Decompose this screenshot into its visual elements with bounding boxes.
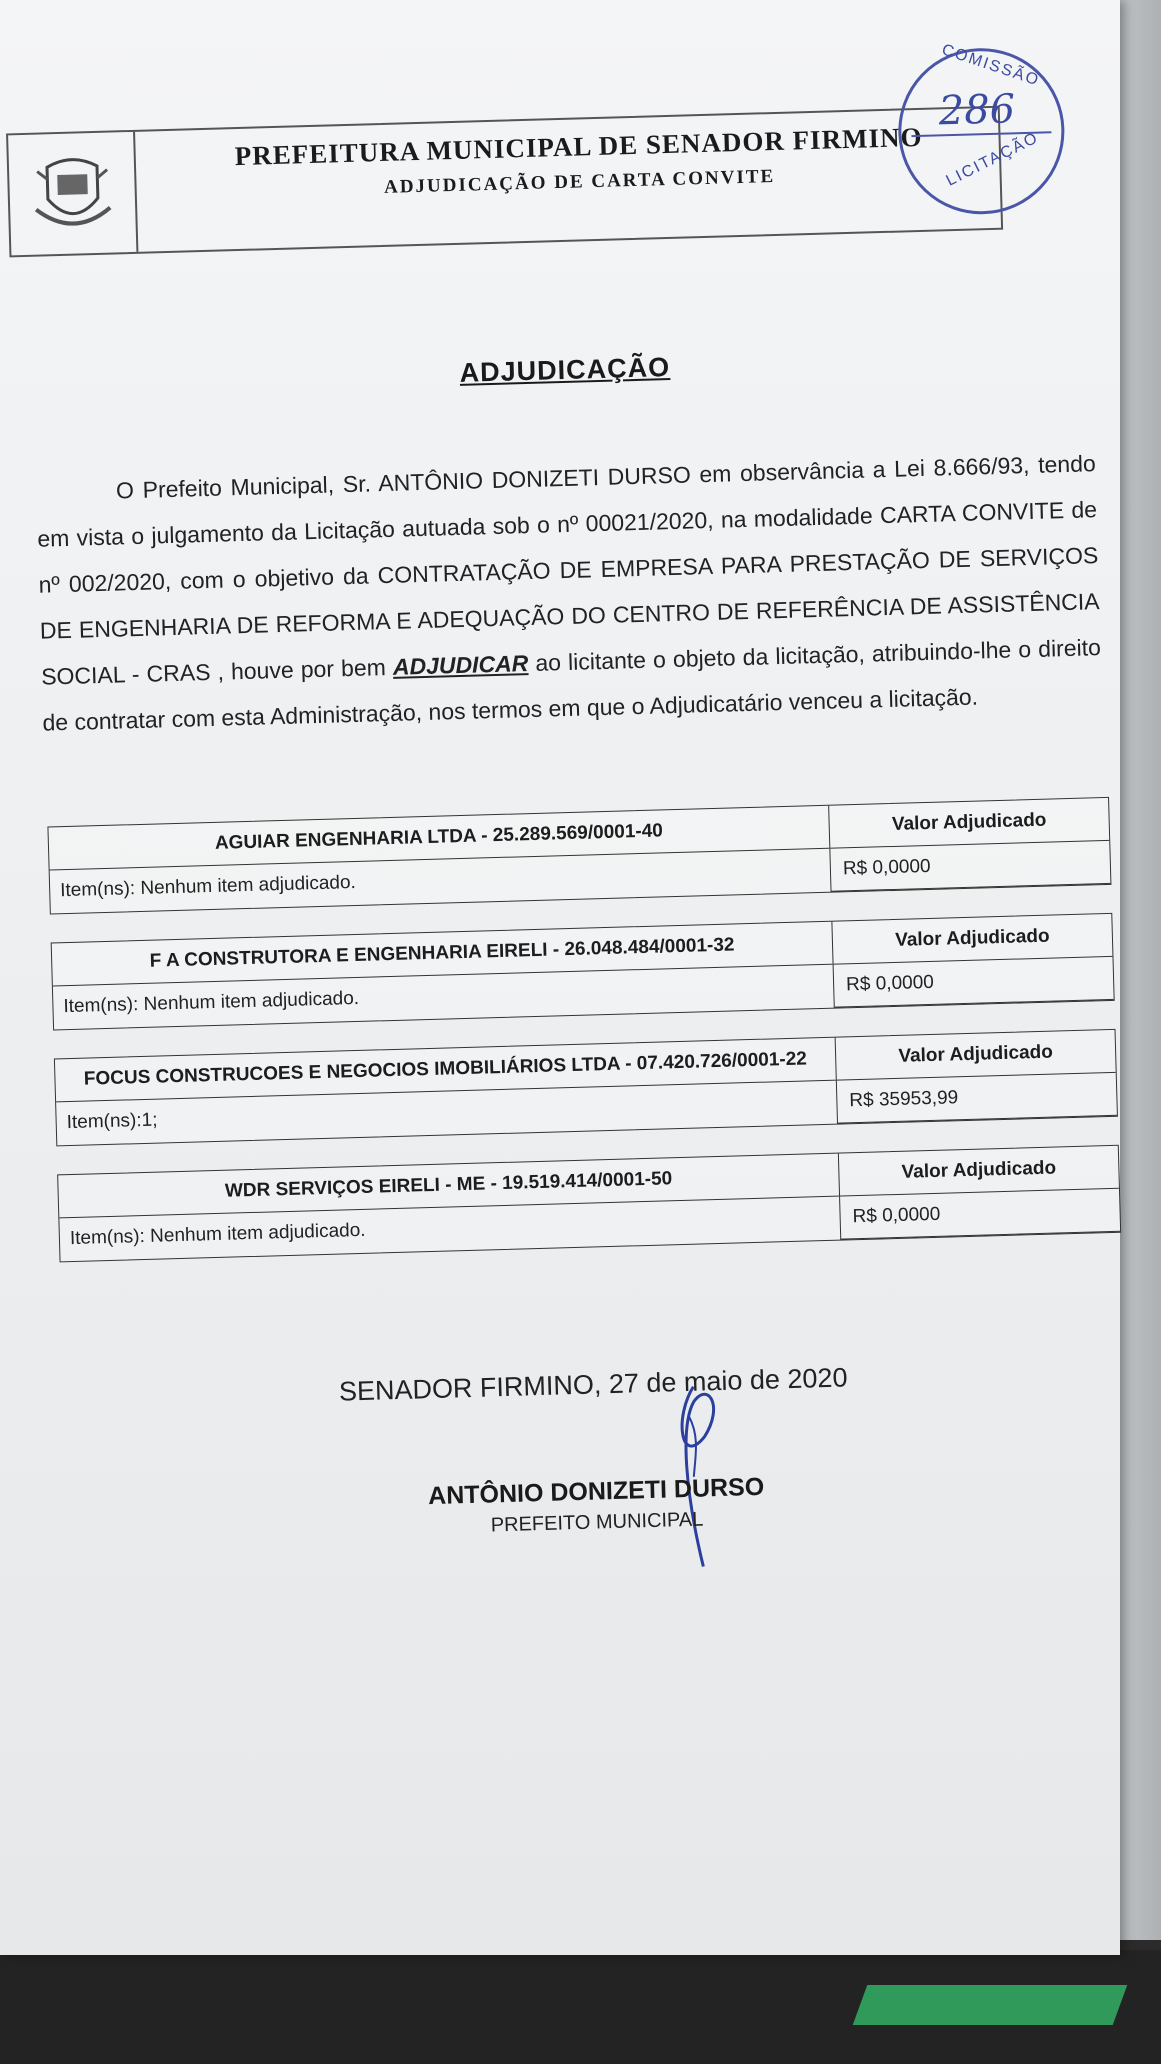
company-value: R$ 0,0000 (833, 957, 1114, 1008)
stamp-top-text: COMISSÃO (939, 41, 1043, 90)
value-header: Valor Adjudicado (901, 1157, 1057, 1183)
company-items: Item(ns):1; (66, 1109, 158, 1134)
company-value: R$ 0,0000 (839, 1189, 1120, 1240)
signatory-role: PREFEITO MUNICIPAL (490, 1508, 704, 1537)
company-table (47, 797, 1111, 915)
adjudicar-keyword: ADJUDICAR (392, 650, 529, 680)
stamp-number: 286 (938, 86, 1016, 135)
body-paragraph (35, 440, 1102, 745)
green-folder-edge (853, 1985, 1128, 2025)
company-items: Item(ns): Nenhum item adjudicado. (59, 871, 357, 902)
municipal-coat-of-arms-icon (8, 132, 138, 255)
company-name: WDR SERVIÇOS EIRELI - ME - 19.519.414/0001-50 (58, 1154, 840, 1218)
value-header: Valor Adjudicado (891, 809, 1047, 835)
document-title: ADJUDICAÇÃO (459, 351, 671, 388)
company-value: R$ 0,0000 (829, 841, 1110, 892)
body-text-part1: O Prefeito Municipal, Sr. ANTÔNIO DONIZETI DURSO em observância a Lei 8.666/93, tendo em vista o julgamento da Licitação autuada sob o nº 00021/2020, na modalidade CARTA CONVITE de nº 002/2020, com o objetivo da CONTRATAÇÃO DE EMPRESA PARA PRESTAÇÃO DE SERVIÇOS DE ENGENHARIA DE REFORMA E ADEQUAÇÃO DO CENTRO DE REFERÊNCIA DE ASSISTÊNCIA SOCIAL - CRAS , houve por bem (37, 450, 1100, 690)
company-name: FOCUS CONSTRUCOES E NEGOCIOS IMOBILIÁRIOS LTDA - 07.420.726/0001-22 (55, 1038, 837, 1102)
value-header: Valor Adjudicado (898, 1041, 1054, 1067)
letterhead (6, 106, 1003, 258)
company-table (51, 913, 1115, 1031)
company-table (54, 1029, 1118, 1147)
body-text-part2: ao licitante o objeto da licitação, atribuindo-lhe o direito de contratar com esta Administração, nos termos em que o Adjudicatário venceu a licitação. (42, 634, 1102, 736)
company-value: R$ 35953,99 (836, 1073, 1117, 1124)
adjudication-tables (47, 797, 1120, 1290)
signatory-name: ANTÔNIO DONIZETI DURSO (427, 1472, 765, 1511)
letterhead-subtitle: ADJUDICAÇÃO DE CARTA CONVITE (383, 165, 776, 198)
company-name: AGUIAR ENGENHARIA LTDA - 25.289.569/0001-40 (48, 806, 830, 870)
value-header: Valor Adjudicado (894, 925, 1050, 951)
company-table (57, 1145, 1121, 1263)
company-items: Item(ns): Nenhum item adjudicado. (69, 1219, 366, 1250)
date-line: SENADOR FIRMINO, 27 de maio de 2020 (338, 1362, 848, 1407)
company-name: F A CONSTRUTORA E ENGENHARIA EIRELI - 26.048.484/0001-32 (52, 922, 834, 986)
company-items: Item(ns): Nenhum item adjudicado. (63, 987, 360, 1018)
letterhead-title: PREFEITURA MUNICIPAL DE SENADOR FIRMINO (234, 121, 923, 172)
stamp-bottom-text: LICITAÇÃO (943, 129, 1042, 190)
